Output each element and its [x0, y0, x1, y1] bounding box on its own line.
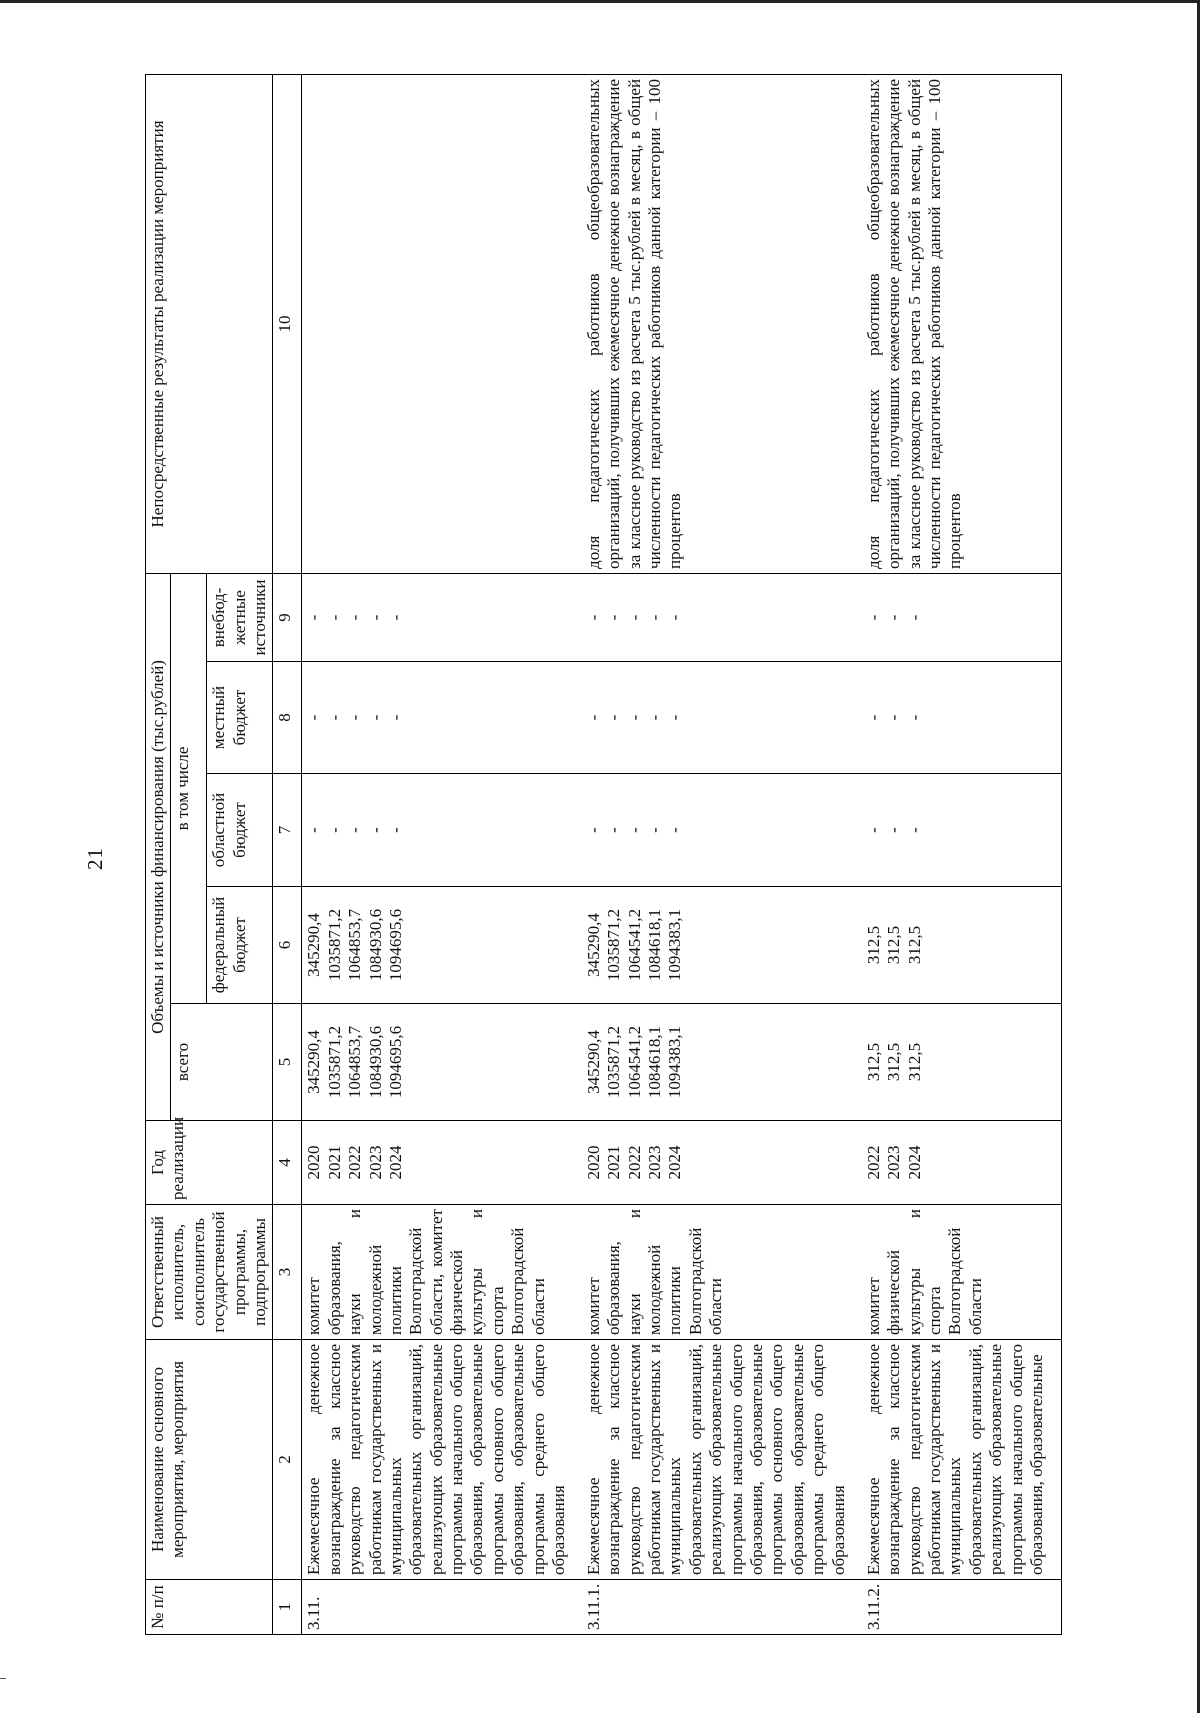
extra-value: - [365, 614, 385, 621]
local-cell [582, 662, 862, 774]
column-number: 3 [273, 1205, 302, 1340]
regional-value: - [884, 827, 904, 833]
year-value: 2024 [904, 1145, 924, 1180]
measure-name: Ежемесячное денежное вознаграждение за классное руководство педагогическим работникам государственных и муниципальных образовательных организаций, реализующих образовательные программы начального общего образования, образовательные [862, 1340, 1062, 1580]
local-value: - [863, 714, 883, 721]
year-value: 2020 [583, 1145, 603, 1180]
extra-value: - [624, 614, 644, 621]
year-value: 2024 [665, 1145, 685, 1180]
extra-value: - [665, 614, 685, 621]
regional-cell [302, 774, 582, 887]
years-cell [862, 1121, 1062, 1205]
scan-border-top [0, 0, 1200, 3]
federal-cell [582, 887, 862, 1004]
executor: комитет образования, науки и молодежной политики Волгоградской области, комитет физической культуры и спорта Волгоградской области [302, 1205, 582, 1340]
year-value: 2022 [345, 1145, 365, 1180]
executor: комитет физической культуры и спорта Волгоградской области [862, 1205, 1062, 1340]
total-value: 312,5 [863, 1042, 883, 1082]
year-value: 2024 [385, 1145, 405, 1180]
column-number-row [273, 74, 302, 1634]
regional-value: - [904, 827, 924, 833]
row-number: 3.11.1. [582, 1580, 862, 1635]
result-text [302, 74, 582, 573]
regional-value: - [665, 827, 685, 833]
col-extra-header: внебюд-жетные источники [207, 573, 273, 661]
col-regional-header: областной бюджет [207, 774, 273, 887]
local-value: - [345, 714, 365, 721]
regional-value: - [583, 827, 603, 833]
regional-value: - [345, 827, 365, 833]
local-cell [862, 662, 1062, 774]
regional-value: - [385, 827, 405, 833]
local-value: - [304, 714, 324, 721]
total-value: 1094695,6 [385, 1025, 405, 1099]
total-value: 1035871,2 [604, 1025, 624, 1099]
column-number: 5 [273, 1004, 302, 1121]
year-value: 2023 [365, 1145, 385, 1180]
column-number: 10 [273, 74, 302, 573]
extra-cell [582, 573, 862, 661]
regional-cell [582, 774, 862, 887]
extra-value: - [324, 614, 344, 621]
total-cell [862, 1004, 1062, 1121]
column-number: 9 [273, 573, 302, 661]
total-value: 1084930,6 [365, 1025, 385, 1099]
total-cell [582, 1004, 862, 1121]
local-value: - [624, 714, 644, 721]
local-value: - [365, 714, 385, 721]
federal-value: 1064853,7 [345, 908, 365, 982]
table-row-3-11-1 [582, 74, 862, 1634]
year-value: 2023 [645, 1145, 665, 1180]
federal-value: 1035871,2 [324, 908, 344, 982]
total-value: 1035871,2 [324, 1025, 344, 1099]
extra-value: - [904, 614, 924, 621]
column-number: 6 [273, 887, 302, 1004]
page-number: 21 [83, 847, 107, 870]
col-executor-header: Ответственный исполнитель, соисполнитель государственной программы, подпрограммы [146, 1205, 273, 1340]
extra-cell [302, 573, 582, 661]
total-value: 312,5 [904, 1042, 924, 1082]
federal-value: 312,5 [904, 925, 924, 965]
total-value: 345290,4 [304, 1030, 324, 1094]
table-row-3-11-2 [862, 74, 1062, 1634]
year-value: 2022 [624, 1145, 644, 1180]
result-text: доля педагогических работников общеобразовательных организаций, получивших ежемесячное денежное вознаграждение за классное руководство из расчета 5 тыс.рублей в месяц, в общей численности педагогических работников данной категории – 100 процентов [582, 74, 862, 573]
measure-name: Ежемесячное денежное вознаграждение за классное руководство педагогическим работникам государственных и муниципальных образовательных организаций, реализующих образовательные программы начального общего образования, образовательные программы основного общего образования, образовательные программы среднего общего образования [302, 1340, 582, 1580]
years-cell [302, 1121, 582, 1205]
column-number: 8 [273, 662, 302, 774]
header-row-1 [146, 74, 171, 1634]
extra-value: - [583, 614, 603, 621]
column-number: 2 [273, 1340, 302, 1580]
result-text: доля педагогических работников общеобразовательных организаций, получивших ежемесячное денежное вознаграждение за классное руководство из расчета 5 тыс.рублей в месяц, в общей численности педагогических работников данной категории – 100 процентов [862, 74, 1062, 573]
extra-value: - [884, 614, 904, 621]
total-value: 1084618,1 [645, 1025, 665, 1099]
col-total-header: всего [171, 1004, 273, 1121]
extra-cell [862, 573, 1062, 661]
regional-value: - [645, 827, 665, 833]
total-cell [302, 1004, 582, 1121]
extra-value: - [304, 614, 324, 621]
federal-cell [862, 887, 1062, 1004]
federal-value: 1064541,2 [624, 908, 644, 982]
col-result-header: Непосредственные результаты реализации мероприятия [146, 74, 273, 573]
executor: комитет образования, науки и молодежной политики Волгоградской области [582, 1205, 862, 1340]
extra-value: - [604, 614, 624, 621]
local-value: - [583, 714, 603, 721]
regional-cell [862, 774, 1062, 887]
federal-value: 1084618,1 [645, 908, 665, 982]
measure-name: Ежемесячное денежное вознаграждение за классное руководство педагогическим работникам государственных и муниципальных образовательных организаций, реализующих образовательные программы начального общего образования, образовательные программы основного общего образования, образовательные программы среднего общего образования [582, 1340, 862, 1580]
local-value: - [904, 714, 924, 721]
local-value: - [884, 714, 904, 721]
years-cell [582, 1121, 862, 1205]
rotated-page [83, 75, 1185, 1635]
including-header: в том числе [171, 573, 207, 1003]
total-value: 312,5 [884, 1042, 904, 1082]
year-value: 2021 [324, 1145, 344, 1180]
regional-value: - [365, 827, 385, 833]
column-number: 4 [273, 1121, 302, 1205]
federal-value: 312,5 [884, 925, 904, 965]
year-value: 2021 [604, 1145, 624, 1180]
federal-value: 345290,4 [304, 913, 324, 977]
federal-value: 1094383,1 [665, 908, 685, 982]
extra-value: - [645, 614, 665, 621]
local-value: - [645, 714, 665, 721]
local-cell [302, 662, 582, 774]
year-value: 2022 [863, 1145, 883, 1180]
local-value: - [324, 714, 344, 721]
col-federal-header: федеральный бюджет [207, 887, 273, 1004]
local-value: - [385, 714, 405, 721]
regional-value: - [624, 827, 644, 833]
year-value: 2023 [884, 1145, 904, 1180]
col-year-header: Год реализации [146, 1121, 273, 1205]
col-num-header: № п/п [146, 1580, 273, 1635]
local-value: - [665, 714, 685, 721]
program-table [145, 74, 1062, 1635]
table-row-3-11 [302, 74, 582, 1634]
federal-value: 1035871,2 [604, 908, 624, 982]
regional-value: - [324, 827, 344, 833]
row-number: 3.11. [302, 1580, 582, 1635]
row-number: 3.11.2. [862, 1580, 1062, 1635]
total-value: 345290,4 [583, 1030, 603, 1094]
federal-value: 1084930,6 [365, 908, 385, 982]
total-value: 1064853,7 [345, 1025, 365, 1099]
year-value: 2020 [304, 1145, 324, 1180]
financing-header: Объемы и источники финансирования (тыс.рублей) [146, 573, 171, 1120]
col-local-header: местный бюджет [207, 662, 273, 774]
scan-mark [0, 1678, 6, 1679]
total-value: 1064541,2 [624, 1025, 644, 1099]
extra-value: - [385, 614, 405, 621]
extra-value: - [345, 614, 365, 621]
col-name-header: Наименование основного мероприятия, мероприятия [146, 1340, 273, 1580]
extra-value: - [863, 614, 883, 621]
federal-value: 312,5 [863, 925, 883, 965]
federal-value: 345290,4 [583, 913, 603, 977]
total-value: 1094383,1 [665, 1025, 685, 1099]
federal-cell [302, 887, 582, 1004]
federal-value: 1094695,6 [385, 908, 405, 982]
regional-value: - [604, 827, 624, 833]
column-number: 7 [273, 774, 302, 887]
local-value: - [604, 714, 624, 721]
regional-value: - [304, 827, 324, 833]
regional-value: - [863, 827, 883, 833]
column-number: 1 [273, 1580, 302, 1635]
